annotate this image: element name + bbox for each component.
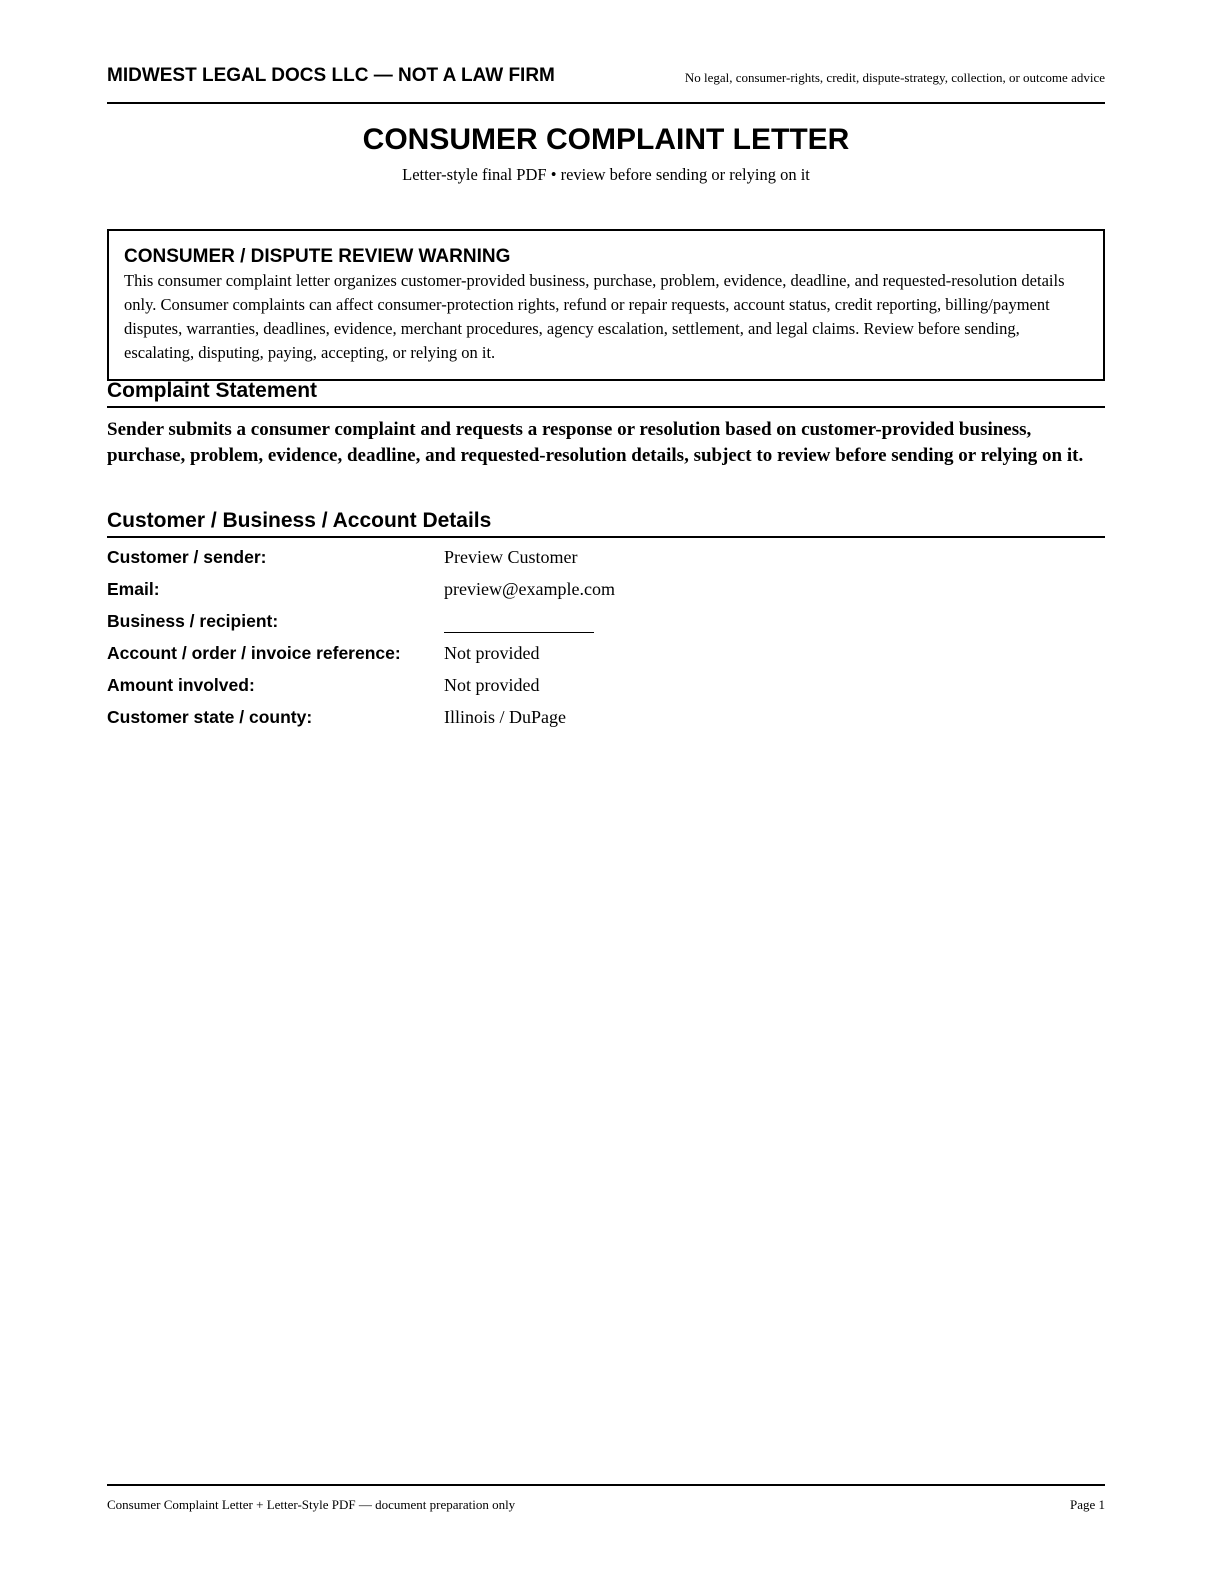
details-heading: Customer / Business / Account Details bbox=[107, 508, 1105, 538]
detail-value: Not provided bbox=[444, 643, 540, 663]
detail-row-amount bbox=[107, 671, 1105, 703]
detail-row-business bbox=[107, 607, 1105, 639]
detail-value: preview@example.com bbox=[444, 579, 616, 599]
detail-value: Preview Customer bbox=[444, 547, 578, 567]
footer-document-label: Consumer Complaint Letter + Letter-Style PDF — document preparation only bbox=[107, 1497, 516, 1512]
page-footer bbox=[107, 1484, 1105, 1524]
header-disclaimer: No legal, consumer-rights, credit, dispute-strategy, collection, or outcome advice bbox=[684, 70, 1105, 85]
warning-title: CONSUMER / DISPUTE REVIEW WARNING bbox=[124, 246, 511, 267]
complaint-statement-text: Sender submits a consumer complaint and requests a response or resolution based on customer-provided business, purchase, problem, evidence, deadline, and requested-resolution details, subject to review before sending or relying on it. bbox=[107, 419, 1084, 466]
warning-body: This consumer complaint letter organizes customer-provided business, purchase, problem, evidence, deadline, and requested-resolution details only. Consumer complaints can affect consumer-protection rights, refund or repair requests, account status, credit reporting, billing/payment disputes, warranties, deadlines, evidence, merchant procedures, agency escalation, settlement, and legal claims. Review before sending, escalating, disputing, paying, accepting, or relying on it. bbox=[124, 271, 1065, 362]
blank-fill-line bbox=[444, 617, 594, 633]
detail-row-location bbox=[107, 703, 1105, 735]
review-warning-box bbox=[107, 229, 1105, 381]
detail-row-email bbox=[107, 575, 1105, 607]
complaint-statement-heading: Complaint Statement bbox=[107, 378, 1105, 408]
detail-label: Account / order / invoice reference: bbox=[107, 643, 401, 663]
detail-row-reference bbox=[107, 639, 1105, 671]
details-list bbox=[107, 543, 1105, 735]
detail-label: Customer state / county: bbox=[107, 707, 313, 727]
detail-label: Business / recipient: bbox=[107, 611, 279, 631]
detail-label: Customer / sender: bbox=[107, 547, 267, 567]
page-header bbox=[107, 64, 1105, 104]
page-number: Page 1 bbox=[1069, 1497, 1105, 1512]
document-subtitle: Letter-style final PDF • review before sending or relying on it bbox=[402, 165, 810, 184]
detail-label: Amount involved: bbox=[107, 675, 255, 695]
detail-value: Illinois / DuPage bbox=[444, 707, 566, 727]
detail-value: Not provided bbox=[444, 675, 540, 695]
detail-label: Email: bbox=[107, 579, 160, 599]
document-title: CONSUMER COMPLAINT LETTER bbox=[362, 123, 850, 156]
firm-name: MIDWEST LEGAL DOCS LLC — NOT A LAW FIRM bbox=[107, 65, 555, 86]
document-page bbox=[107, 0, 1105, 1584]
detail-row-customer bbox=[107, 543, 1105, 575]
